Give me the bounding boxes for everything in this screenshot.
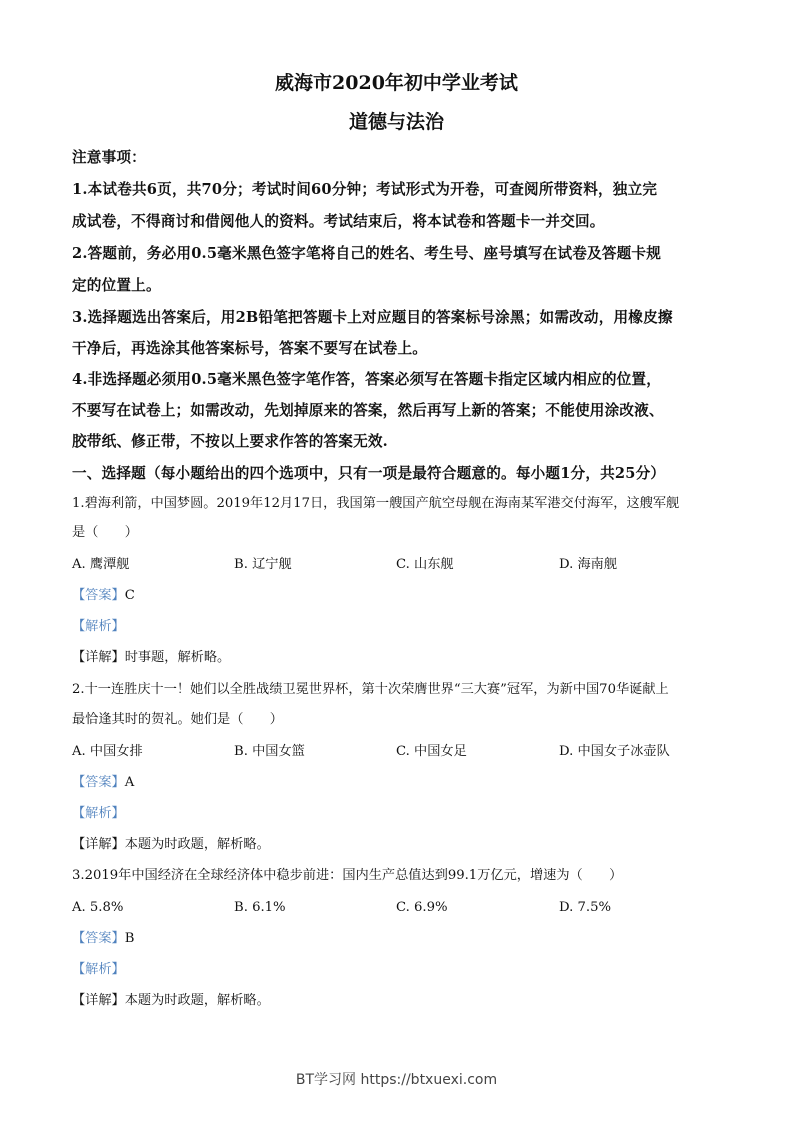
- detail-text: 【详解】本题为时政题，解析略。: [72, 993, 270, 1008]
- question-stem: 是（ ）: [72, 525, 138, 540]
- notice-line: 不要写在试卷上；如需改动，先划掉原来的答案，然后再写上新的答案；不能使用涂改液、: [72, 402, 664, 419]
- option-c: C. 中国女足: [396, 744, 467, 759]
- notice-line: 1.本试卷共6页，共70分；考试时间60分钟；考试形式为开卷，可查阅所带资料，独立完: [72, 181, 658, 198]
- option-b: B. 中国女篮: [234, 744, 305, 759]
- option-d: D. 中国女子冰壶队: [559, 744, 670, 759]
- detail-text: 【详解】时事题，解析略。: [72, 650, 231, 665]
- answer-line: [72, 929, 134, 949]
- answer-value: C: [124, 588, 135, 603]
- footer-watermark: BT学习网 https://btxuexi.com: [295, 1072, 498, 1088]
- question-stem: 最恰逢其时的贺礼。她们是（ ）: [72, 712, 283, 727]
- option-a: A. 5.8%: [72, 900, 124, 915]
- notice-line: 3.选择题选出答案后，用2B铅笔把答题卡上对应题目的答案标号涂黑；如需改动，用橡皮擦: [72, 309, 673, 326]
- notice-line: 定的位置上。: [72, 277, 161, 294]
- notice-heading: 注意事项：: [72, 149, 146, 166]
- notice-line: 4.非选择题必须用0.5毫米黑色签字笔作答，答案必须写在答题卡指定区域内相应的位置，: [72, 371, 661, 388]
- answer-value: B: [124, 931, 135, 946]
- question-stem: 3.2019年中国经济在全球经济体中稳步前进：国内生产总值达到99.1万亿元，增速为（ ）: [72, 868, 623, 883]
- question-stem: 1.碧海利箭，中国梦圆。2019年12月17日，我国第一艘国产航空母舰在海南某军港交付海军，这艘军舰: [72, 496, 680, 511]
- option-c: C. 6.9%: [396, 900, 448, 915]
- notice-line: 干净后，再选涂其他答案标号，答案不要写在试卷上。: [72, 340, 428, 357]
- page-subtitle: 道德与法治: [348, 111, 444, 133]
- analysis-label: 【解析】: [72, 619, 125, 634]
- option-a: A. 鹰潭舰: [72, 557, 130, 572]
- section-heading: 一、选择题（每小题给出的四个选项中，只有一项是最符合题意的。每小题1分，共25分）: [72, 465, 666, 482]
- answer-label: 【答案】: [72, 775, 125, 790]
- option-d: D. 7.5%: [559, 900, 611, 915]
- page-title: 威海市2020年初中学业考试: [275, 72, 518, 94]
- answer-value: A: [124, 775, 135, 790]
- answer-label: 【答案】: [72, 588, 125, 603]
- option-c: C. 山东舰: [396, 557, 454, 572]
- option-b: B. 6.1%: [234, 900, 286, 915]
- detail-text: 【详解】本题为时政题，解析略。: [72, 837, 270, 852]
- option-d: D. 海南舰: [559, 557, 618, 572]
- analysis-label: 【解析】: [72, 806, 125, 821]
- option-b: B. 辽宁舰: [234, 557, 292, 572]
- analysis-label: 【解析】: [72, 962, 125, 977]
- notice-line: 2.答题前，务必用0.5毫米黑色签字笔将自己的姓名、考生号、座号填写在试卷及答题卡规: [72, 245, 661, 262]
- option-a: A. 中国女排: [72, 744, 143, 759]
- question-stem: 2.十一连胜庆十一！她们以全胜战绩卫冕世界杯，第十次荣膺世界“三大赛”冠军，为新中国70华诞献上: [72, 682, 669, 697]
- answer-line: [72, 586, 135, 606]
- notice-line: 成试卷，不得商讨和借阅他人的资料。考试结束后，将本试卷和答题卡一并交回。: [72, 213, 605, 230]
- notice-line: 胶带纸、修正带，不按以上要求作答的答案无效.: [72, 433, 388, 450]
- answer-label: 【答案】: [72, 931, 125, 946]
- answer-line: [72, 773, 134, 793]
